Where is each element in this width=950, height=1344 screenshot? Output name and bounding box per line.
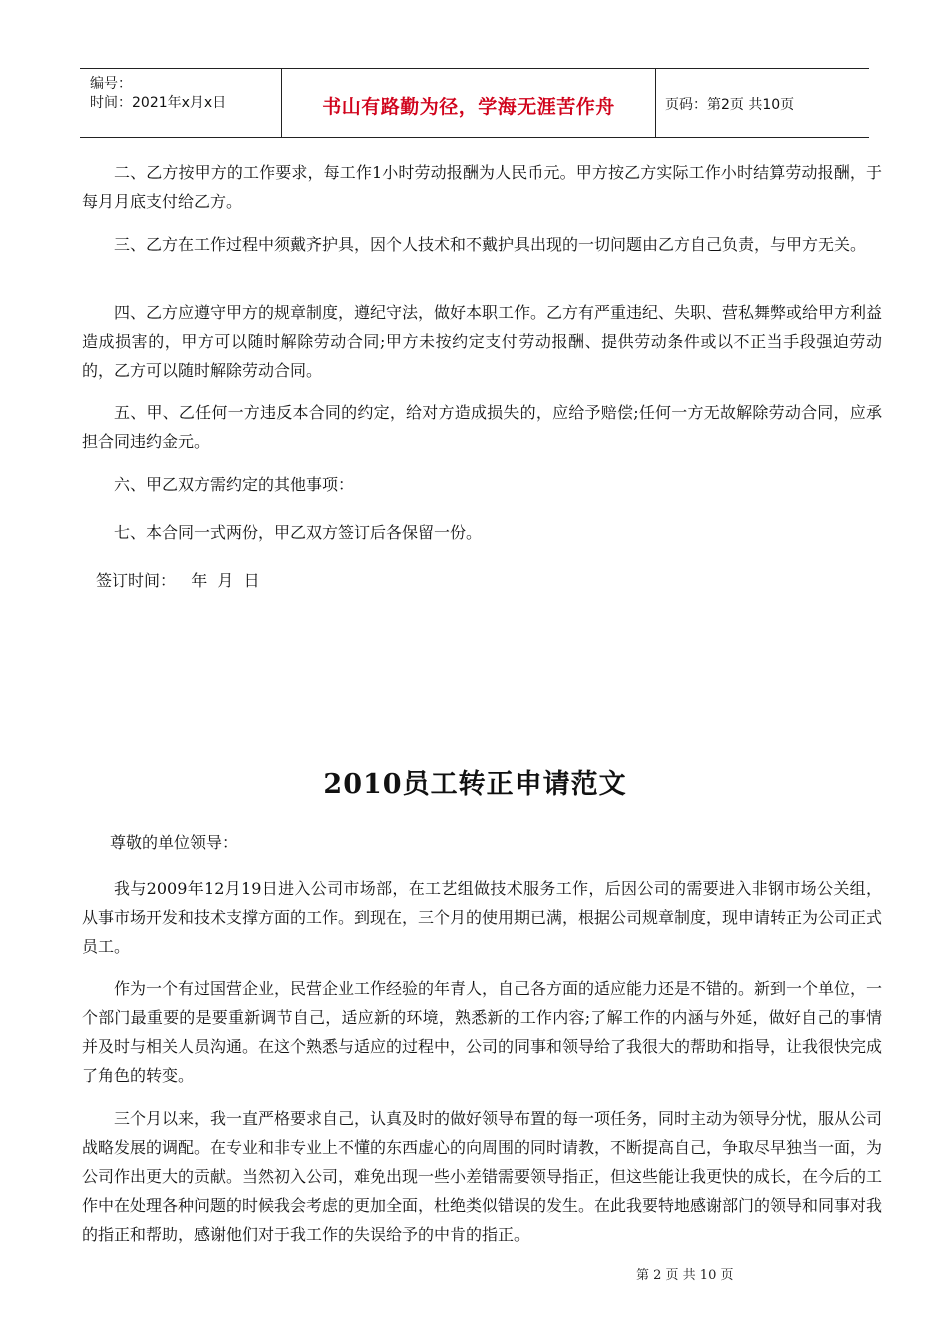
page-header xyxy=(80,68,869,138)
header-meta-cell xyxy=(80,69,280,137)
contract-clause: 四、乙方应遵守甲方的规章制度，遵纪守法，做好本职工作。乙方有严重违纪、失职、营私舞弊或给甲方利益造成损害的，甲方可以随时解除劳动合同;甲方未按约定支付劳动报酬、提供劳动条件或以不正当手段强迫劳动的，乙方可以随时解除劳动合同。 xyxy=(82,303,883,380)
signing-time: 签订时间： 年 月 日 xyxy=(96,571,260,590)
article-paragraph: 三个月以来，我一直严格要求自己，认真及时的做好领导布置的每一项任务，同时主动为领导分忧，服从公司战略发展的调配。在专业和非专业上不懂的东西虚心的向周围的同时请教，不断提高自己，争取尽早独当一面，为公司作出更大的贡献。当然初入公司，难免出现一些小差错需要领导指正，但这些能让我更快的成长，在今后的工作中在处理各种问题的时候我会考虑的更加全面，杜绝类似错误的发生。在此我要特地感谢部门的领导和同事对我的指正和帮助，感谢他们对于我工作的失误给予的中肯的指正。 xyxy=(82,1109,883,1244)
document-time-label: 时间：2021年x月x日 xyxy=(90,95,227,111)
contract-clause: 七、本合同一式两份，甲乙双方签订后各保留一份。 xyxy=(114,523,483,542)
article-title: 2010员工转正申请范文 xyxy=(323,769,627,800)
article-salutation: 尊敬的单位领导： xyxy=(110,833,239,852)
document-number-label: 编号： xyxy=(90,76,132,92)
article-paragraph: 我与2009年12月19日进入公司市场部，在工艺组做技术服务工作，后因公司的需要进入非钢市场公关组，从事市场开发和技术支撑方面的工作。到现在，三个月的使用期已满，根据公司规章制度，现申请转正为公司正式员工。 xyxy=(82,879,883,956)
contract-clause: 五、甲、乙任何一方违反本合同的约定，给对方造成损失的，应给予赔偿;任何一方无故解除劳动合同，应承担合同违约金元。 xyxy=(82,403,882,451)
header-motto-cell xyxy=(281,69,656,137)
contract-clause: 二、乙方按甲方的工作要求，每工作1小时劳动报酬为人民币元。甲方按乙方实际工作小时结算劳动报酬，于每月月底支付给乙方。 xyxy=(82,163,882,211)
header-page-info: 页码：第2页 共10页 xyxy=(665,97,795,113)
header-page-cell xyxy=(655,69,869,137)
header-motto: 书山有路勤为径，学海无涯苦作舟 xyxy=(322,96,615,118)
article-paragraph: 作为一个有过国营企业，民营企业工作经验的年青人，自己各方面的适应能力还是不错的。新到一个单位，一个部门最重要的是要重新调节自己，适应新的环境，熟悉新的工作内容;了解工作的内涵与外延，做好自己的事情并及时与相关人员沟通。在这个熟悉与适应的过程中，公司的同事和领导给了我很大的帮助和指导，让我很快完成了角色的转变。 xyxy=(82,979,883,1085)
contract-clause: 三、乙方在工作过程中须戴齐护具，因个人技术和不戴护具出现的一切问题由乙方自己负责，与甲方无关。 xyxy=(114,235,867,254)
page-footer: 第 2 页 共 10 页 xyxy=(636,1268,734,1283)
contract-clause: 六、甲乙双方需约定的其他事项： xyxy=(114,475,355,494)
